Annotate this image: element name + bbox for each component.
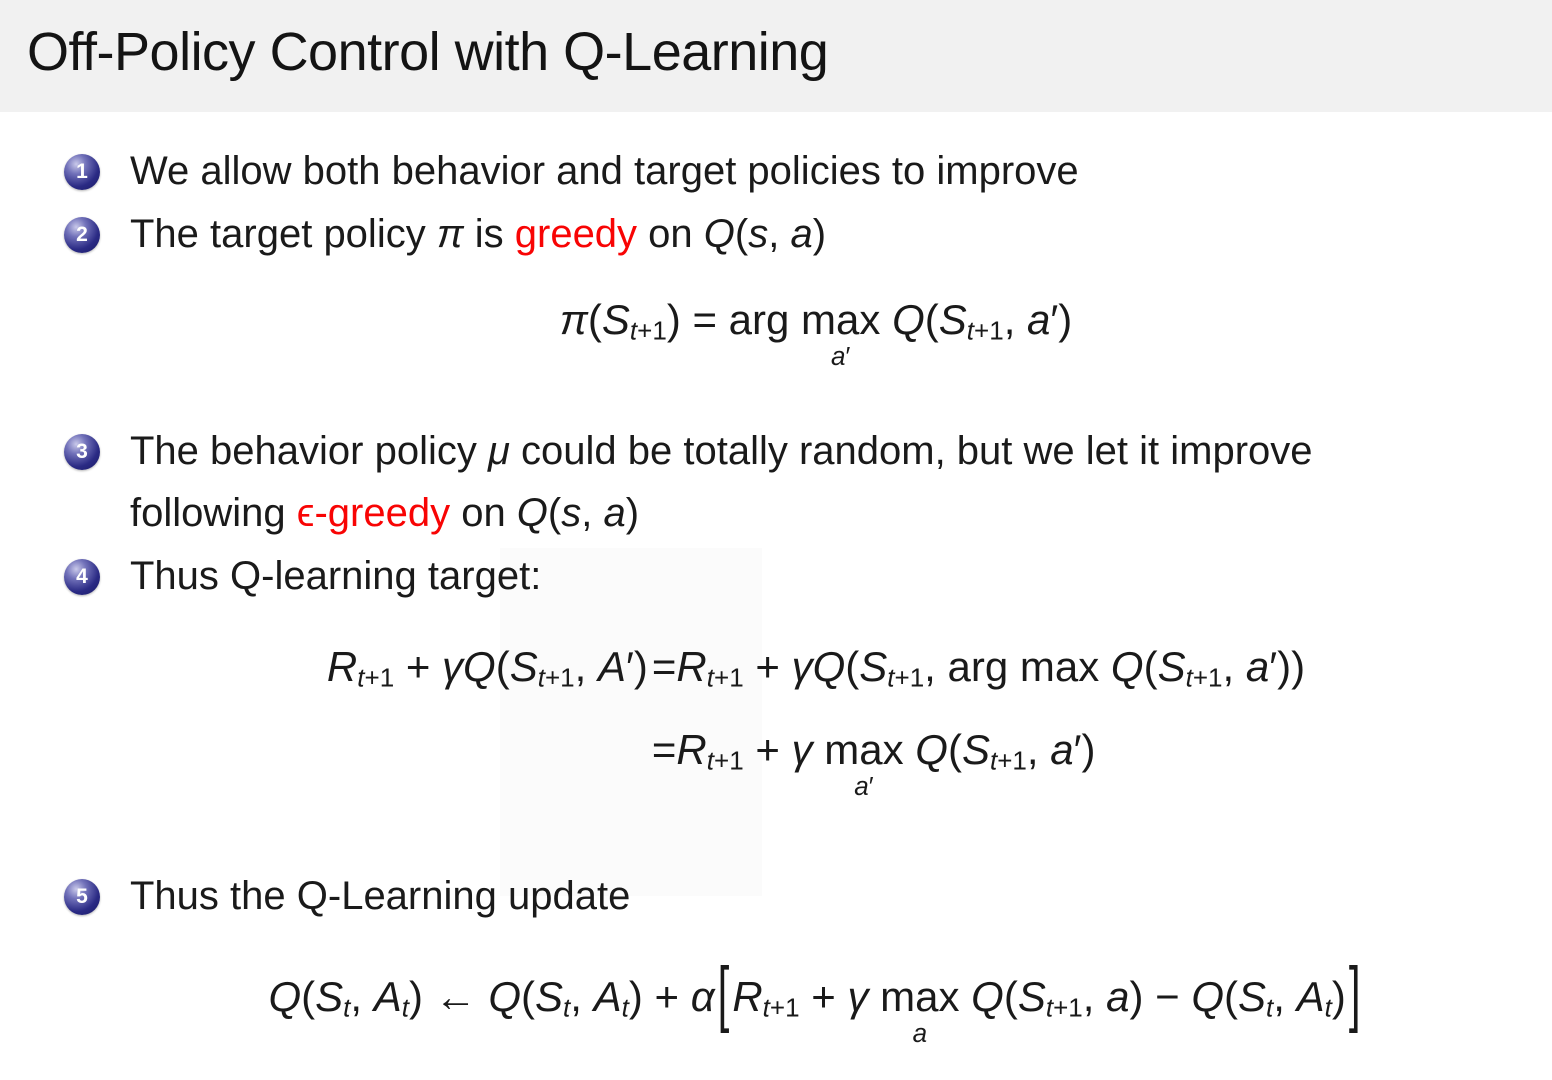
- bullet-text: The behavior policy μ could be totally random, but we let it improve following ϵ-greedy on Q(s, a): [130, 429, 1313, 535]
- slide-header: [0, 0, 1552, 112]
- bullet-item-1: [76, 140, 1518, 202]
- bullet-text: The target policy π is greedy on Q(s, a): [130, 212, 827, 256]
- big-bracket: [: [717, 951, 730, 1034]
- equation-right-side: =Rt+1 + γ max a′ Q(St+1, a′): [651, 725, 1096, 801]
- big-bracket: ]: [1348, 951, 1361, 1034]
- bullet-number-ball: 2: [64, 217, 100, 253]
- bullet-item-5: [76, 865, 1518, 927]
- bullet-number-ball: 3: [64, 434, 100, 470]
- bullet-item-4: [76, 545, 1518, 607]
- bullet-text: Thus Q-learning target:: [130, 554, 542, 598]
- slide-title: Off-Policy Control with Q-Learning: [27, 22, 829, 82]
- bullet-item-3: [76, 420, 1518, 544]
- bullet-number-ball: 4: [64, 559, 100, 595]
- max-operator: max a′: [824, 725, 904, 801]
- formula-target-derivation: [120, 635, 1512, 799]
- bullet-number-ball: 5: [64, 879, 100, 915]
- bullet-item-2: [76, 203, 1518, 265]
- bullet-text: We allow both behavior and target policies to improve: [130, 149, 1079, 193]
- max-operator: max a′: [801, 296, 881, 372]
- equation-right-side: =Rt+1 + γQ(St+1, arg max Q(St+1, a′)): [651, 643, 1306, 693]
- formula-q-update: Q(St, At) ← Q(St, At) + α[Rt+1 + γ max a Q(St+1, a) − Q(St, At)]: [120, 965, 1512, 1046]
- max-operator: max a: [880, 973, 960, 1049]
- equation-left-side: Rt+1 + γQ(St+1, A′): [326, 643, 648, 693]
- formula-greedy-policy: π(St+1) = arg max a′ Q(St+1, a′): [559, 296, 1073, 372]
- equation-left-side: [327, 718, 652, 799]
- bullet-text: Thus the Q-Learning update: [130, 874, 631, 918]
- bullet-number-ball: 1: [64, 154, 100, 190]
